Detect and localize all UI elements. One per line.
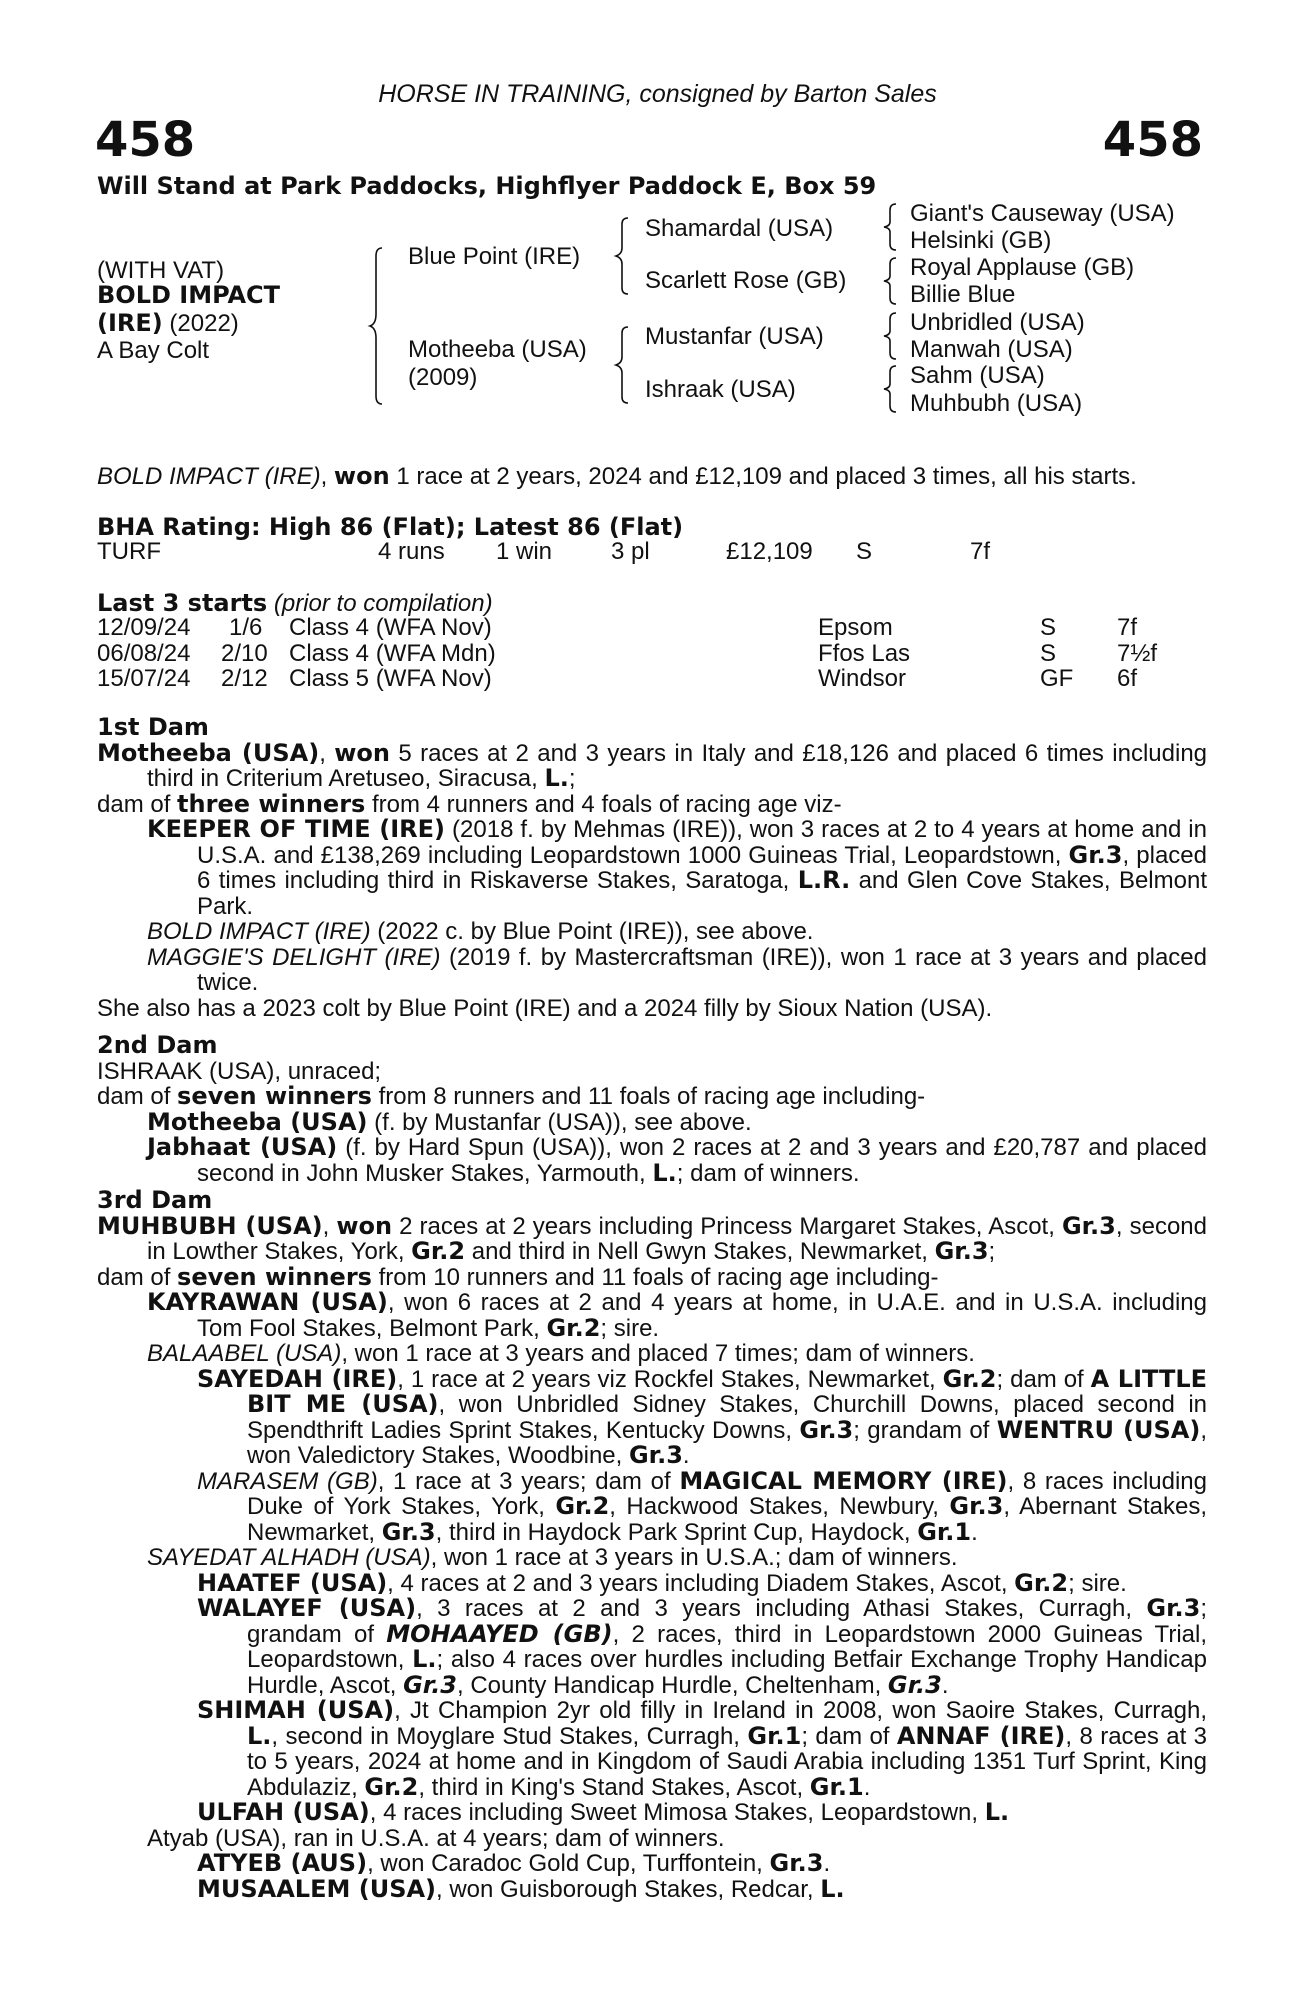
start-position: 2/12: [221, 665, 268, 692]
pedigree-bracket-gen3-1: [882, 200, 900, 254]
dam3-produce-1: KAYRAWAN (USA), won 6 races at 2 and 4 years at home, in U.A.E. and in U.S.A. including Tom Fool Stakes, Belmont Park, Gr.2; sire.: [147, 1288, 1207, 1342]
sire-sire-sire: Giant's Causeway (USA): [910, 200, 1175, 227]
surface-wins: 1 win: [496, 538, 553, 565]
sire-sire: Shamardal (USA): [645, 215, 834, 242]
dam1-produce-3: MAGGIE'S DELIGHT (IRE) (2019 f. by Mastercraftsman (IRE)), won 1 race at 3 years and placed twice.: [147, 943, 1207, 996]
sire-dam-dam: Billie Blue: [910, 281, 1016, 308]
dam1-heading: 1st Dam: [97, 713, 209, 741]
surface-going: S: [856, 538, 873, 565]
pedigree-bracket-sire-dam: [368, 246, 388, 406]
start-race: Class 4 (WFA Mdn): [289, 640, 496, 667]
dam3-record: MUHBUBH (USA), won 2 races at 2 years including Princess Margaret Stakes, Ascot, Gr.3, second in Lowther Stakes, York, Gr.2 and third in Nell Gwyn Stakes, Newmarket, Gr.3;: [97, 1211, 1207, 1265]
start-distance: 6f: [1117, 665, 1138, 692]
dam3-grandproduce-5: SHIMAH (USA), Jt Champion 2yr old filly in Ireland in 2008, won Saoire Stakes, Curragh, L., second in Moyglare Stud Stakes, Curragh, Gr.1; dam of ANNAF (IRE), 8 races at 3 to 5 years, 2024 at home and in Kingdom of Saudi Arabia including 1351 Turf Sprint, King Abdulaziz, Gr.2, third in King's Stand Stakes, Ascot, Gr.1.: [197, 1696, 1208, 1801]
dam-dam: Ishraak (USA): [645, 376, 796, 403]
surface-runs: 4 runs: [378, 538, 445, 565]
start-date: 12/09/24: [97, 614, 191, 641]
race-summary: BOLD IMPACT (IRE), won 1 race at 2 years, 2024 and £12,109 and placed 3 times, all his starts.: [97, 462, 1137, 490]
start-going: S: [1040, 614, 1057, 641]
surface-distance: 7f: [970, 538, 991, 565]
dam-dam-sire: Sahm (USA): [910, 362, 1045, 389]
dam3-grandproduce-7: ATYEB (AUS), won Caradoc Gold Cup, Turffontein, Gr.3.: [197, 1849, 831, 1877]
dam2-record: ISHRAAK (USA), unraced;: [97, 1057, 382, 1085]
family-section: [97, 715, 1207, 1902]
pedigree-bracket-gen3-4: [882, 362, 900, 416]
start-distance: 7½f: [1117, 640, 1158, 667]
horse-description: A Bay Colt: [97, 337, 210, 364]
start-date: 06/08/24: [97, 640, 191, 667]
pedigree-bracket-sire-parents: [614, 216, 634, 296]
dam: Motheeba (USA): [408, 336, 587, 363]
dam3-grandproduce-4: WALAYEF (USA), 3 races at 2 and 3 years including Athasi Stakes, Curragh, Gr.3; grandam of MOHAAYED (GB), 2 races, third in Leopardstown 2000 Guineas Trial, Leopardstown, L.; also 4 races over hurdles including Betfair Exchange Trophy Handicap Hurdle, Ascot, Gr.3, County Handicap Hurdle, Cheltenham, Gr.3.: [197, 1594, 1208, 1699]
dam3-grandproduce-6: ULFAH (USA), 4 races including Sweet Mimosa Stakes, Leopardstown, L.: [197, 1798, 1010, 1826]
start-position: 1/6: [229, 614, 263, 641]
dam-year: (2009): [408, 364, 478, 391]
lot-number-right: 458: [1102, 112, 1203, 168]
horse-name: BOLD IMPACT: [97, 281, 281, 309]
sire: Blue Point (IRE): [408, 243, 581, 270]
surface-label: TURF: [97, 538, 161, 565]
start-distance: 7f: [1117, 614, 1138, 641]
start-position: 2/10: [221, 640, 268, 667]
dam3-grandproduce-3: HAATEF (USA), 4 races at 2 and 3 years including Diadem Stakes, Ascot, Gr.2; sire.: [197, 1568, 1127, 1597]
dam3-produce-3: SAYEDAT ALHADH (USA), won 1 race at 3 years in U.S.A.; dam of winners.: [147, 1544, 958, 1571]
dam2-heading: 2nd Dam: [97, 1031, 218, 1059]
dam3-produce-2: BALAABEL (USA), won 1 race at 3 years and placed 7 times; dam of winners.: [147, 1340, 975, 1367]
dam-sire-sire: Unbridled (USA): [910, 309, 1085, 336]
dam2-produce-intro: dam of seven winners from 8 runners and 11 foals of racing age including-: [97, 1082, 926, 1110]
start-going: S: [1040, 640, 1057, 667]
dam3-grandproduce-2: MARASEM (GB), 1 race at 3 years; dam of MAGICAL MEMORY (IRE), 8 races including Duke of York Stakes, York, Gr.2, Hackwood Stakes, Newbury, Gr.3, Abernant Stakes, Newmarket, Gr.3, third in Haydock Park Sprint Cup, Haydock, Gr.1.: [197, 1466, 1207, 1546]
dam1-produce-2: BOLD IMPACT (IRE) (2022 c. by Blue Point (IRE)), see above.: [147, 918, 814, 945]
start-date: 15/07/24: [97, 665, 191, 692]
start-race: Class 4 (WFA Nov): [289, 614, 492, 641]
bha-rating-title: BHA Rating: High 86 (Flat); Latest 86 (Flat): [97, 513, 684, 541]
sire-dam-sire: Royal Applause (GB): [910, 254, 1135, 281]
dam2-produce-2: Jabhaat (USA) (f. by Hard Spun (USA)), won 2 races at 2 and 3 years and £20,787 and placed second in John Musker Stakes, Yarmouth, L.; dam of winners.: [147, 1133, 1207, 1187]
dam3-produce-4: Atyab (USA), ran in U.S.A. at 4 years; dam of winners.: [147, 1824, 725, 1852]
dam1-produce-intro: dam of three winners from 4 runners and 4 foals of racing age viz-: [97, 789, 842, 818]
surface-placed: 3 pl: [611, 538, 650, 565]
dam3-grandproduce-1: SAYEDAH (IRE), 1 race at 2 years viz Rockfel Stakes, Newmarket, Gr.2; dam of A LITTLE BIT ME (USA), won Unbridled Sidney Stakes, Churchill Downs, placed second in Spendthrift Ladies Sprint Stakes, Kentucky Downs, Gr.3; grandam of WENTRU (USA), won Valedictory Stakes, Woodbine, Gr.3.: [197, 1364, 1208, 1469]
surface-prize: £12,109: [726, 538, 813, 565]
last-starts-title: Last 3 starts (prior to compilation): [97, 589, 493, 617]
vat-label: (WITH VAT): [97, 257, 225, 284]
start-race: Class 5 (WFA Nov): [289, 665, 492, 692]
pedigree-bracket-gen3-2: [882, 254, 900, 308]
dam2-produce-1: Motheeba (USA) (f. by Mustanfar (USA)), see above.: [147, 1107, 752, 1136]
start-going: GF: [1040, 665, 1074, 692]
dam-dam-dam: Muhbubh (USA): [910, 390, 1083, 417]
sire-sire-dam: Helsinki (GB): [910, 227, 1052, 254]
dam1-produce-1: KEEPER OF TIME (IRE) (2018 f. by Mehmas (IRE)), won 3 races at 2 to 4 years at home and in U.S.A. and £138,269 including Leopardstown 1000 Guineas Trial, Leopardstown, Gr.3, placed 6 times including third in Riskaverse Stakes, Saratoga, L.R. and Glen Cove Stakes, Belmont Park.: [147, 815, 1208, 920]
sire-dam: Scarlett Rose (GB): [645, 267, 847, 294]
dam-sire: Mustanfar (USA): [645, 323, 824, 350]
dam3-heading: 3rd Dam: [97, 1186, 213, 1214]
start-course: Windsor: [818, 665, 907, 692]
dam1-record: Motheeba (USA), won 5 races at 2 and 3 years in Italy and £18,126 and placed 6 times including third in Criterium Aretuseo, Siracusa, L.;: [97, 738, 1208, 792]
dam1-note: She also has a 2023 colt by Blue Point (IRE) and a 2024 filly by Sioux Nation (USA).: [97, 994, 993, 1022]
pedigree-bracket-dam-parents: [614, 325, 634, 405]
lot-number-left: 458: [95, 112, 196, 168]
start-course: Epsom: [818, 614, 893, 641]
dam3-grandproduce-8: MUSAALEM (USA), won Guisborough Stakes, Redcar, L.: [197, 1874, 845, 1903]
page-header: HORSE IN TRAINING, consigned by Barton Sales: [378, 80, 937, 108]
stand-location: Will Stand at Park Paddocks, Highflyer Paddock E, Box 59: [97, 172, 877, 200]
horse-name-line2: (IRE) (2022): [97, 309, 239, 337]
dam-sire-dam: Manwah (USA): [910, 336, 1073, 363]
dam3-produce-intro: dam of seven winners from 10 runners and 11 foals of racing age including-: [97, 1262, 939, 1291]
pedigree-bracket-gen3-3: [882, 309, 900, 363]
start-course: Ffos Las: [818, 640, 911, 667]
